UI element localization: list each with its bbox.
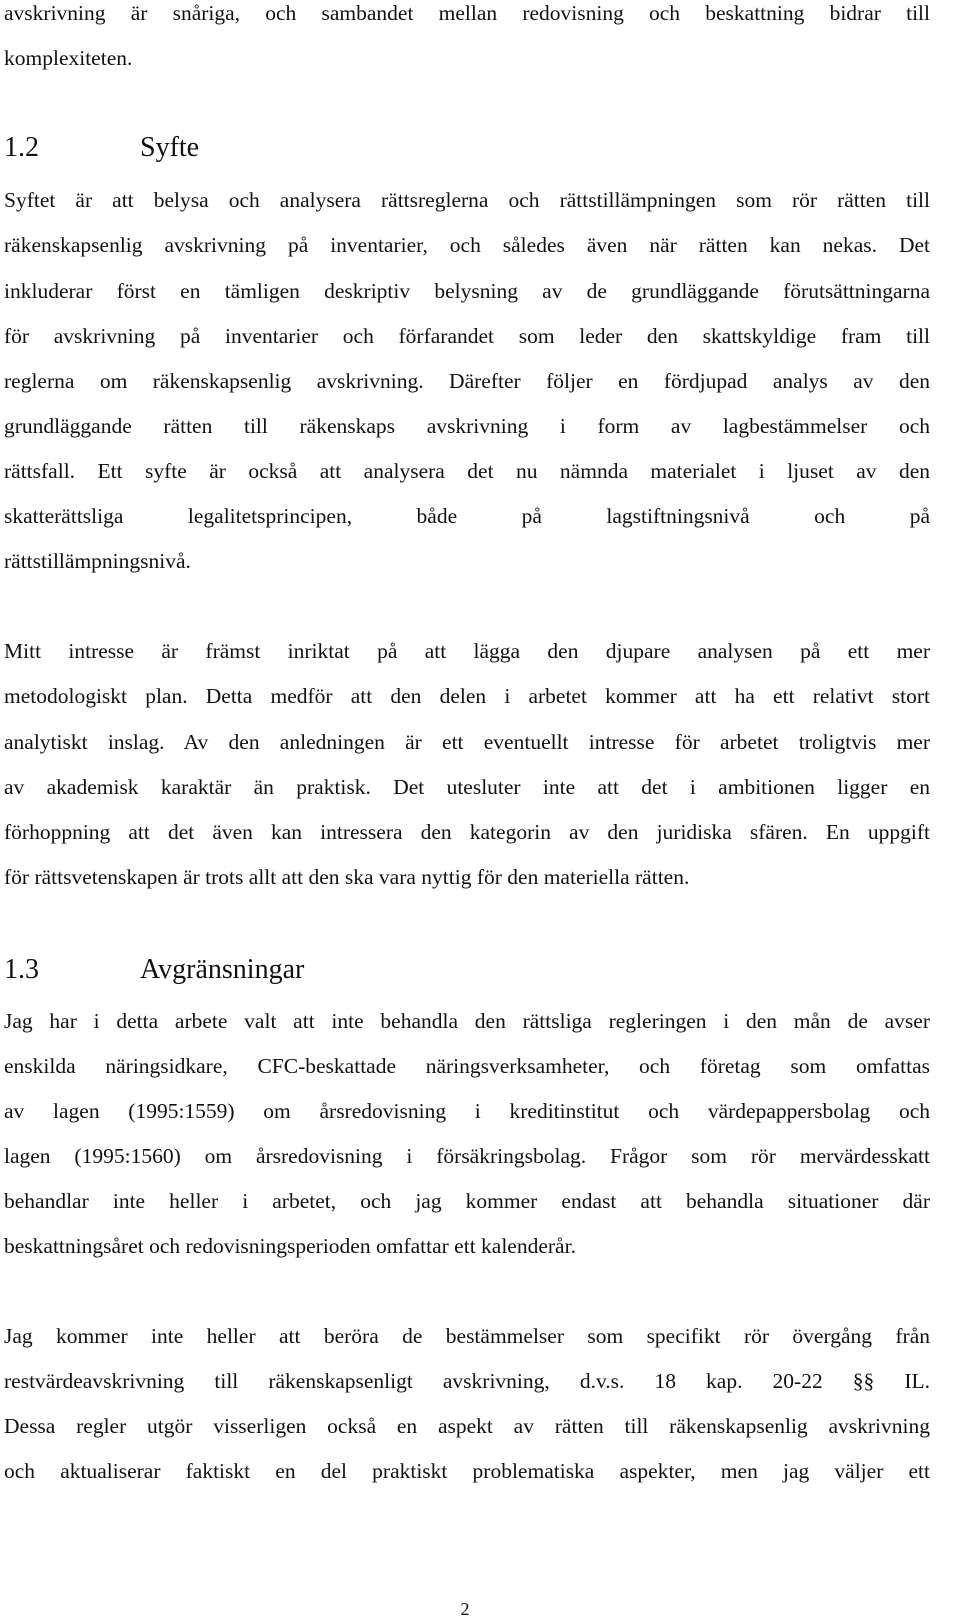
paragraph-line: förhoppning att det även kan intressera den kategorin av den juridiska sfären. En uppgift	[4, 820, 930, 844]
paragraph-line: rättstillämpningsnivå.	[4, 549, 191, 573]
paragraph-line: av lagen (1995:1559) om årsredovisning i kreditinstitut och värdepappersbolag och	[4, 1099, 930, 1123]
paragraph-line: reglerna om räkenskapsenlig avskrivning. Därefter följer en fördjupad analys av den	[4, 369, 930, 393]
paragraph-line: lagen (1995:1560) om årsredovisning i försäkringsbolag. Frågor som rör mervärdesskatt	[4, 1144, 930, 1168]
paragraph-line: grundläggande rätten till räkenskaps avskrivning i form av lagbestämmelser och	[4, 414, 930, 438]
paragraph-line: Mitt intresse är främst inriktat på att lägga den djupare analysen på ett mer	[4, 639, 930, 663]
paragraph-line: för rättsvetenskapen är trots allt att den ska vara nyttig för den materiella rätten.	[4, 865, 690, 889]
paragraph-line: restvärdeavskrivning till räkenskapsenligt avskrivning, d.v.s. 18 kap. 20-22 §§ IL.	[4, 1369, 930, 1393]
section-title: Avgränsningar	[140, 954, 305, 985]
intro-line-1: avskrivning är snåriga, och sambandet mellan redovisning och beskattning bidrar till	[4, 1, 930, 25]
section-number: 1.2	[4, 132, 39, 163]
paragraph-line: för avskrivning på inventarier och förfarandet som leder den skattskyldige fram till	[4, 324, 930, 348]
paragraph-line: metodologiskt plan. Detta medför att den delen i arbetet kommer att ha ett relativt stort	[4, 684, 930, 708]
paragraph-line: rättsfall. Ett syfte är också att analysera det nu nämnda materialet i ljuset av den	[4, 459, 930, 483]
paragraph-line: inkluderar först en tämligen deskriptiv belysning av de grundläggande förutsättningarna	[4, 279, 930, 303]
paragraph-line: beskattningsåret och redovisningsperioden omfattar ett kalenderår.	[4, 1234, 576, 1258]
section-number: 1.3	[4, 954, 39, 985]
paragraph-line: enskilda näringsidkare, CFC-beskattade näringsverksamheter, och företag som omfattas	[4, 1054, 930, 1078]
paragraph-line: Dessa regler utgör visserligen också en aspekt av rätten till räkenskapsenlig avskrivning	[4, 1414, 930, 1438]
paragraph-line: analytiskt inslag. Av den anledningen är ett eventuellt intresse för arbetet troligtvis mer	[4, 730, 930, 754]
paragraph-line: och aktualiserar faktiskt en del praktiskt problematiska aspekter, men jag väljer ett	[4, 1459, 930, 1483]
page-number: 2	[460, 1599, 470, 1619]
paragraph-line: skatterättsliga legalitetsprincipen, både på lagstiftningsnivå och på	[4, 504, 930, 528]
intro-line-2: komplexiteten.	[4, 46, 133, 70]
paragraph-line: Syftet är att belysa och analysera rättsreglerna och rättstillämpningen som rör rätten till	[4, 188, 930, 212]
section-heading-1-3	[4, 953, 304, 987]
paragraph-line: räkenskapsenlig avskrivning på inventarier, och således även när rätten kan nekas. Det	[4, 233, 930, 257]
section-title: Syfte	[140, 132, 200, 163]
paragraph-line: av akademisk karaktär än praktisk. Det utesluter inte att det i ambitionen ligger en	[4, 775, 930, 799]
paragraph-line: Jag har i detta arbete valt att inte behandla den rättsliga regleringen i den mån de avser	[4, 1009, 930, 1033]
paragraph-line: behandlar inte heller i arbetet, och jag kommer endast att behandla situationer där	[4, 1189, 930, 1213]
paragraph-line: Jag kommer inte heller att beröra de bestämmelser som specifikt rör övergång från	[4, 1324, 930, 1348]
section-heading-1-2	[4, 131, 199, 165]
